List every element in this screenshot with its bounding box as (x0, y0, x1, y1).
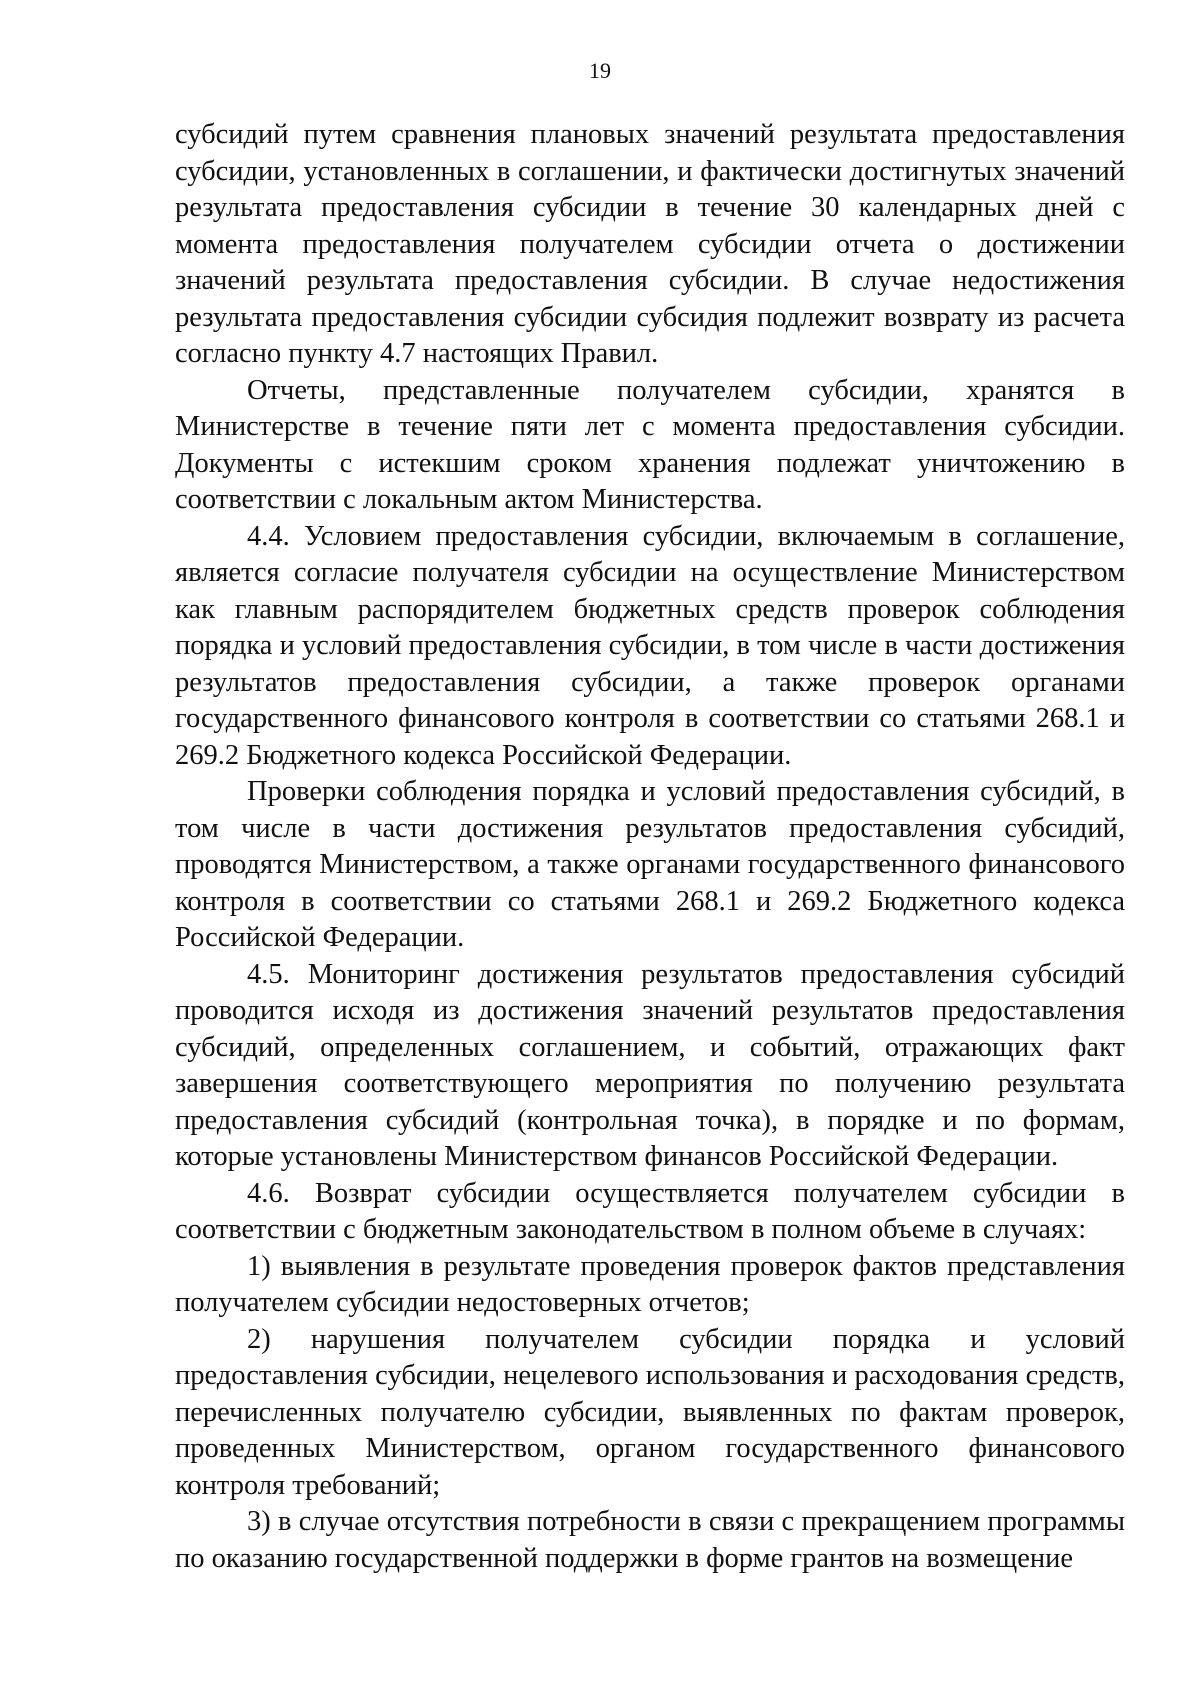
list-item-2: 2) нарушения получателем субсидии порядка и условий предоставления субсидии, нецелевого использования и расходования средств, перечисленных получателю субсидии, выявленных по фактам проверок, проведенных Министерством, органом государственного финансового контроля требований; (175, 1323, 1125, 1501)
list-item-1: 1) выявления в результате проведения проверок фактов представления получателем субсидии недостоверных отчетов; (175, 1250, 1125, 1318)
paragraph-reports-storage: Отчеты, представленные получателем субсидии, хранятся в Министерстве в течение пяти лет с момента предоставления субсидии. Документы с истекшим сроком хранения подлежат уничтожению в соответствии с локальным актом Министерства. (175, 374, 1125, 515)
paragraph-inspections: Проверки соблюдения порядка и условий предоставления субсидий, в том числе в части достижения результатов предоставления субсидий, проводятся Министерством, а также органами государственного финансового контроля в соответствии со статьями 268.1 и 269.2 Бюджетного кодекса Российской Федерации. (175, 776, 1125, 953)
paragraph-4-5: 4.5. Мониторинг достижения результатов предоставления субсидий проводится исходя из достижения значений результатов предоставления субсидий, определенных соглашением, и событий, отражающих факт завершения соответствующего мероприятия по получению результата предоставления субсидий (контрольная точка), в порядке и по формам, которые установлены Министерством финансов Российской Федерации. (175, 958, 1125, 1172)
paragraph-4-6: 4.6. Возврат субсидии осуществляется получателем субсидии в соответствии с бюджетным законодательством в полном объеме в случаях: (175, 1177, 1125, 1245)
paragraph-4-4: 4.4. Условием предоставления субсидии, включаемым в соглашение, является согласие получателя субсидии на осуществление Министерством как главным распорядителем бюджетных средств проверок соблюдения порядка и условий предоставления субсидии, в том числе в части достижения результатов предоставления субсидии, а также проверок органами государственного финансового контроля в соответствии со статьями 268.1 и 269.2 Бюджетного кодекса Российской Федерации. (175, 520, 1125, 771)
page-number: 19 (589, 58, 611, 83)
list-item-3: 3) в случае отсутствия потребности в связи с прекращением программы по оказанию государственной поддержки в форме грантов на возмещение (175, 1506, 1125, 1574)
paragraph-continuation: субсидий путем сравнения плановых значений результата предоставления субсидии, установленных в соглашении, и фактически достигнутых значений результата предоставления субсидии в течение 30 календарных дней с момента предоставления получателем субсидии отчета о достижении значений результата предоставления субсидии. В случае недостижения результата предоставления субсидии субсидия подлежит возврату из расчета согласно пункту 4.7 настоящих Правил. (175, 119, 1125, 369)
document-body (175, 117, 1125, 1577)
